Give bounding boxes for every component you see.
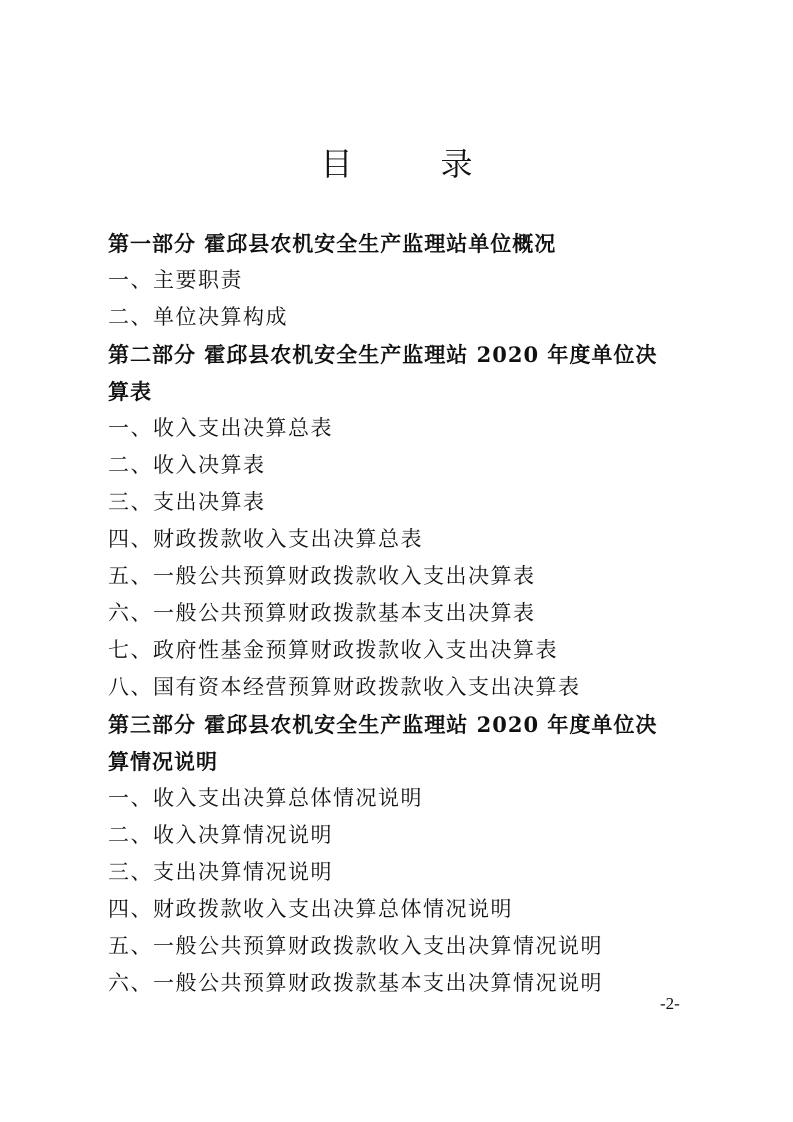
part-two-heading: 第二部分 霍邱县农机安全生产监理站 2020 年度单位决	[108, 342, 658, 367]
toc-item: 七、政府性基金预算财政拨款收入支出决算表	[108, 638, 558, 662]
toc-item: 二、收入决算情况说明	[108, 823, 333, 847]
toc-item: 二、收入决算表	[108, 453, 266, 477]
page-title: 目 录	[320, 145, 501, 183]
toc-item: 一、主要职责	[108, 268, 243, 292]
toc-item: 五、一般公共预算财政拨款收入支出决算表	[108, 564, 536, 588]
table-of-contents	[108, 225, 700, 1002]
toc-item: 三、支出决算情况说明	[108, 860, 333, 884]
part-three-heading: 第三部分 霍邱县农机安全生产监理站 2020 年度单位决	[108, 712, 658, 737]
part-one-heading: 第一部分 霍邱县农机安全生产监理站单位概况	[108, 231, 557, 256]
toc-item: 三、支出决算表	[108, 490, 266, 514]
toc-item: 一、收入支出决算总表	[108, 416, 333, 440]
toc-item: 四、财政拨款收入支出决算总体情况说明	[108, 897, 513, 921]
toc-item: 六、一般公共预算财政拨款基本支出决算情况说明	[108, 971, 603, 995]
toc-item: 四、财政拨款收入支出决算总表	[108, 527, 423, 551]
part-three-heading-continued: 算情况说明	[108, 749, 218, 774]
toc-item: 一、收入支出决算总体情况说明	[108, 786, 423, 810]
toc-item: 五、一般公共预算财政拨款收入支出决算情况说明	[108, 934, 603, 958]
part-two-heading-continued: 算表	[108, 379, 152, 404]
toc-item: 六、一般公共预算财政拨款基本支出决算表	[108, 601, 536, 625]
toc-item: 八、国有资本经营预算财政拨款收入支出决算表	[108, 675, 581, 699]
page-number: -2-	[660, 994, 680, 1013]
toc-item: 二、单位决算构成	[108, 305, 288, 329]
